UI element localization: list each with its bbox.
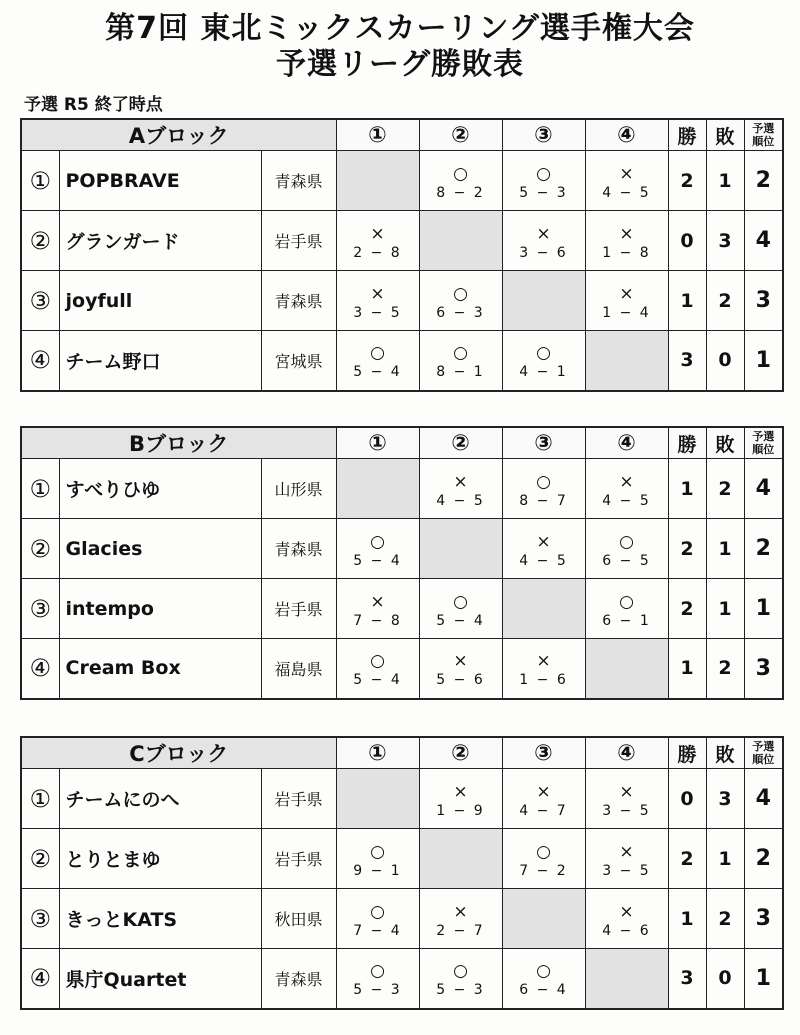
result-mark: × [370,283,385,304]
block-b-table [20,426,784,700]
title-line-2: 予選リーグ勝敗表 [276,47,524,82]
result-mark: ○ [536,343,551,364]
team-name: 県庁Quartet [59,949,261,1009]
result-score: 5 − 4 [353,672,402,689]
block-c-col-header-3: ③ [502,737,585,769]
loss-count: 1 [706,579,744,639]
result-mark: × [370,591,385,612]
result-score: 4 − 1 [519,364,568,381]
team-number: ④ [21,949,59,1009]
team-prefecture: 岩手県 [261,769,336,829]
win-count: 1 [668,889,706,949]
result-cell [336,829,419,889]
title-line-1: 第7回 東北ミックスカーリング選手権大会 [105,11,695,46]
self-match-cell [419,829,502,889]
result-score: 6 − 3 [436,304,485,321]
loss-count: 1 [706,519,744,579]
block-c-loss-header: 敗 [706,737,744,769]
team-row [21,331,783,391]
preliminary-rank: 1 [744,949,783,1009]
block-c-col-header-4: ④ [585,737,668,769]
result-score: 3 − 5 [602,802,651,819]
result-score: 8 − 7 [519,492,568,509]
result-cell [419,459,502,519]
result-cell [585,769,668,829]
result-score: 6 − 5 [602,552,651,569]
result-score: 1 − 9 [436,802,485,819]
team-name: すべりひゆ [59,459,261,519]
result-mark: × [453,901,468,922]
rank-header-line-1: 予選 [752,122,775,135]
result-mark: ○ [536,471,551,492]
result-mark: × [453,651,468,672]
team-name: チームにのへ [59,769,261,829]
result-cell [502,459,585,519]
block-a-col-header-3: ③ [502,119,585,151]
preliminary-rank: 2 [744,519,783,579]
preliminary-rank: 2 [744,829,783,889]
result-cell [502,151,585,211]
block-a-col-header-2: ② [419,119,502,151]
result-mark: ○ [453,283,468,304]
team-row [21,639,783,699]
loss-count: 2 [706,271,744,331]
result-mark: × [619,163,634,184]
result-score: 5 − 3 [436,982,485,999]
team-number: ② [21,519,59,579]
loss-count: 2 [706,889,744,949]
result-cell [336,639,419,699]
result-mark: ○ [370,961,385,982]
result-mark: × [536,781,551,802]
self-match-cell [585,331,668,391]
result-score: 6 − 4 [519,982,568,999]
preliminary-rank: 4 [744,459,783,519]
result-mark: ○ [619,591,634,612]
result-score: 4 − 7 [519,802,568,819]
team-row [21,829,783,889]
result-cell [336,889,419,949]
result-cell [502,949,585,1009]
win-count: 2 [668,151,706,211]
win-count: 0 [668,769,706,829]
result-cell [419,889,502,949]
team-prefecture: 青森県 [261,949,336,1009]
win-count: 2 [668,829,706,889]
block-a-loss-header: 敗 [706,119,744,151]
result-mark: × [370,223,385,244]
result-score: 5 − 3 [519,184,568,201]
loss-count: 2 [706,459,744,519]
result-mark: × [536,651,551,672]
result-mark: ○ [536,961,551,982]
team-name: Glacies [59,519,261,579]
result-cell [585,829,668,889]
team-row [21,519,783,579]
result-mark: ○ [453,961,468,982]
block-b-col-header-4: ④ [585,427,668,459]
team-name: Cream Box [59,639,261,699]
team-prefecture: 山形県 [261,459,336,519]
result-score: 1 − 6 [519,672,568,689]
self-match-cell [336,459,419,519]
result-cell [585,579,668,639]
team-row [21,211,783,271]
result-mark: × [536,223,551,244]
loss-count: 1 [706,151,744,211]
result-mark: × [619,841,634,862]
result-score: 3 − 6 [519,244,568,261]
team-number: ③ [21,579,59,639]
team-number: ① [21,151,59,211]
team-prefecture: 青森県 [261,519,336,579]
result-mark: ○ [370,651,385,672]
loss-count: 1 [706,829,744,889]
team-number: ④ [21,331,59,391]
team-prefecture: 岩手県 [261,211,336,271]
round-status: 予選 R5 終了時点 [24,95,163,115]
preliminary-rank: 3 [744,271,783,331]
loss-count: 3 [706,211,744,271]
self-match-cell [585,639,668,699]
block-c-col-header-2: ② [419,737,502,769]
team-number: ① [21,769,59,829]
rank-header-line-2: 順位 [752,753,775,766]
team-row [21,889,783,949]
result-cell [336,271,419,331]
team-prefecture: 岩手県 [261,579,336,639]
block-a-win-header: 勝 [668,119,706,151]
result-mark: × [619,901,634,922]
result-mark: × [453,471,468,492]
team-prefecture: 福島県 [261,639,336,699]
result-score: 7 − 8 [353,612,402,629]
result-score: 8 − 1 [436,364,485,381]
result-score: 1 − 8 [602,244,651,261]
result-score: 7 − 2 [519,862,568,879]
block-a-table [20,118,784,392]
result-score: 4 − 5 [602,184,651,201]
self-match-cell [336,151,419,211]
result-score: 5 − 4 [353,552,402,569]
win-count: 2 [668,519,706,579]
result-mark: × [619,471,634,492]
result-mark: ○ [370,531,385,552]
result-score: 4 − 6 [602,922,651,939]
result-score: 2 − 7 [436,922,485,939]
result-cell [336,949,419,1009]
team-name: joyfull [59,271,261,331]
result-cell [585,211,668,271]
preliminary-rank: 4 [744,211,783,271]
result-cell [336,331,419,391]
preliminary-rank: 1 [744,579,783,639]
result-cell [502,211,585,271]
result-cell [419,949,502,1009]
block-a-col-header-1: ① [336,119,419,151]
loss-count: 0 [706,949,744,1009]
rank-header-line-1: 予選 [752,430,775,443]
rank-header-line-2: 順位 [752,443,775,456]
result-score: 7 − 4 [353,922,402,939]
result-score: 3 − 5 [602,862,651,879]
rank-header-line-2: 順位 [752,135,775,148]
block-c-name: Cブロック [21,737,336,769]
result-cell [336,579,419,639]
win-count: 1 [668,459,706,519]
result-cell [336,211,419,271]
block-a-name: Aブロック [21,119,336,151]
preliminary-rank: 1 [744,331,783,391]
result-score: 2 − 8 [353,244,402,261]
result-mark: ○ [536,163,551,184]
result-cell [585,459,668,519]
self-match-cell [419,211,502,271]
self-match-cell [419,519,502,579]
result-cell [419,271,502,331]
team-prefecture: 宮城県 [261,331,336,391]
result-score: 4 − 5 [602,492,651,509]
team-row [21,271,783,331]
block-b-win-header: 勝 [668,427,706,459]
team-name: POPBRAVE [59,151,261,211]
block-b-col-header-3: ③ [502,427,585,459]
result-mark: ○ [370,901,385,922]
team-name: intempo [59,579,261,639]
result-cell [585,271,668,331]
result-cell [585,889,668,949]
result-score: 8 − 2 [436,184,485,201]
block-c-win-header: 勝 [668,737,706,769]
block-c-col-header-1: ① [336,737,419,769]
preliminary-rank: 2 [744,151,783,211]
team-prefecture: 秋田県 [261,889,336,949]
result-cell [585,519,668,579]
result-cell [502,639,585,699]
result-mark: ○ [536,841,551,862]
block-b-name: Bブロック [21,427,336,459]
result-mark: × [619,781,634,802]
result-mark: ○ [453,343,468,364]
team-number: ③ [21,271,59,331]
team-prefecture: 青森県 [261,271,336,331]
result-mark: × [453,781,468,802]
result-mark: ○ [370,841,385,862]
preliminary-rank: 4 [744,769,783,829]
block-b-col-header-2: ② [419,427,502,459]
result-score: 5 − 6 [436,672,485,689]
team-name: グランガード [59,211,261,271]
preliminary-rank: 3 [744,639,783,699]
result-score: 5 − 3 [353,982,402,999]
team-name: チーム野口 [59,331,261,391]
result-cell [419,151,502,211]
block-c-table [20,736,784,1010]
loss-count: 3 [706,769,744,829]
team-row [21,579,783,639]
result-mark: × [619,223,634,244]
team-number: ④ [21,639,59,699]
win-count: 3 [668,331,706,391]
block-a-rank-header [744,119,783,151]
result-mark: ○ [453,591,468,612]
self-match-cell [585,949,668,1009]
block-b-rank-header [744,427,783,459]
result-cell [336,519,419,579]
self-match-cell [502,889,585,949]
result-mark: ○ [453,163,468,184]
result-score: 5 − 4 [436,612,485,629]
win-count: 1 [668,639,706,699]
block-b-col-header-1: ① [336,427,419,459]
result-cell [585,151,668,211]
win-count: 3 [668,949,706,1009]
result-cell [502,829,585,889]
team-row [21,769,783,829]
win-count: 0 [668,211,706,271]
result-score: 6 − 1 [602,612,651,629]
result-score: 5 − 4 [353,364,402,381]
result-score: 1 − 4 [602,304,651,321]
self-match-cell [502,271,585,331]
result-cell [419,769,502,829]
team-row [21,151,783,211]
result-cell [502,331,585,391]
result-cell [502,519,585,579]
team-name: きっとKATS [59,889,261,949]
result-mark: × [536,531,551,552]
team-prefecture: 青森県 [261,151,336,211]
self-match-cell [336,769,419,829]
team-name: とりとまゆ [59,829,261,889]
loss-count: 0 [706,331,744,391]
result-cell [419,639,502,699]
result-cell [419,579,502,639]
team-prefecture: 岩手県 [261,829,336,889]
block-c-rank-header [744,737,783,769]
team-row [21,459,783,519]
result-cell [502,769,585,829]
team-number: ② [21,829,59,889]
self-match-cell [502,579,585,639]
result-mark: × [619,283,634,304]
team-number: ① [21,459,59,519]
team-row [21,949,783,1009]
preliminary-rank: 3 [744,889,783,949]
rank-header-line-1: 予選 [752,740,775,753]
team-number: ③ [21,889,59,949]
result-mark: ○ [619,531,634,552]
result-score: 3 − 5 [353,304,402,321]
team-number: ② [21,211,59,271]
result-cell [419,331,502,391]
result-score: 4 − 5 [519,552,568,569]
block-a-col-header-4: ④ [585,119,668,151]
result-mark: ○ [370,343,385,364]
result-score: 9 − 1 [353,862,402,879]
win-count: 2 [668,579,706,639]
loss-count: 2 [706,639,744,699]
win-count: 1 [668,271,706,331]
result-score: 4 − 5 [436,492,485,509]
block-b-loss-header: 敗 [706,427,744,459]
